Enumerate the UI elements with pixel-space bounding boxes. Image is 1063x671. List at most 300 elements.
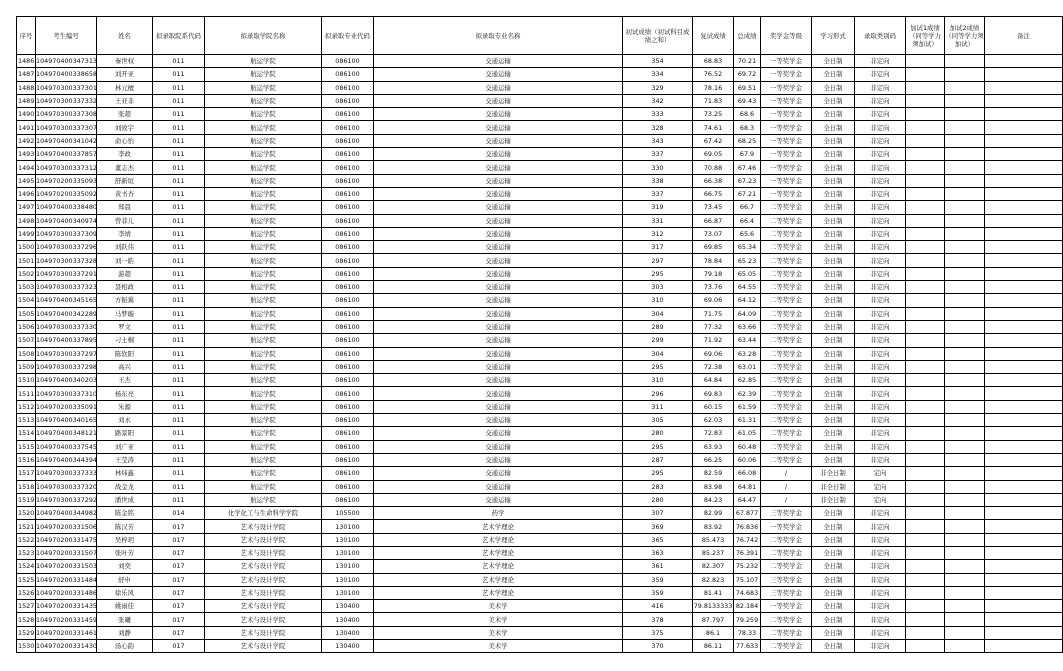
cell-remarks — [985, 507, 1063, 520]
table-row — [17, 546, 1063, 559]
cell-remarks — [985, 613, 1063, 626]
table-row — [17, 414, 1063, 427]
table-row — [17, 68, 1063, 81]
cell-study-form: 全日制 — [812, 586, 855, 599]
cell-admit-category: 非定向 — [855, 254, 906, 267]
cell-seq: 1486 — [17, 55, 36, 68]
cell-admit-category: 非定向 — [855, 453, 906, 466]
cell-total-score: 68.3 — [734, 121, 761, 134]
cell-major: 艺术学理论 — [374, 533, 623, 546]
cell-exam-id: 104970200335093 — [36, 174, 97, 187]
cell-major-code: 086100 — [322, 187, 374, 200]
cell-admit-category: 非定向 — [855, 187, 906, 200]
cell-extra2 — [945, 121, 985, 134]
cell-extra2 — [945, 81, 985, 94]
cell-exam-id: 104970200335092 — [36, 187, 97, 200]
cell-major-code: 130100 — [322, 533, 374, 546]
cell-major-code: 086100 — [322, 161, 374, 174]
cell-extra2 — [945, 493, 985, 506]
cell-retest-score: 69.83 — [693, 387, 734, 400]
cell-dept-code: 014 — [153, 507, 205, 520]
cell-major-code: 086100 — [322, 214, 374, 227]
cell-remarks — [985, 400, 1063, 413]
cell-retest-score: 71.83 — [693, 94, 734, 107]
cell-retest-score: 63.93 — [693, 440, 734, 453]
cell-name: 陈汉芳 — [97, 520, 153, 533]
cell-extra1 — [906, 560, 945, 573]
cell-extra2 — [945, 573, 985, 586]
header-college: 拟录取学院名称 — [205, 17, 322, 55]
cell-remarks — [985, 453, 1063, 466]
cell-major: 交通运输 — [374, 161, 623, 174]
cell-major: 交通运输 — [374, 121, 623, 134]
cell-college: 艺术与设计学院 — [205, 533, 322, 546]
cell-dept-code: 017 — [153, 573, 205, 586]
cell-college: 航运学院 — [205, 121, 322, 134]
header-scholarship: 奖学金等级 — [761, 17, 812, 55]
cell-study-form: 全日制 — [812, 227, 855, 240]
cell-exam-id: 104970200331475 — [36, 533, 97, 546]
cell-extra1 — [906, 480, 945, 493]
cell-retest-score: 73.25 — [693, 108, 734, 121]
cell-admit-category: 非定向 — [855, 148, 906, 161]
cell-extra2 — [945, 334, 985, 347]
cell-dept-code: 011 — [153, 294, 205, 307]
cell-total-score: 65.6 — [734, 227, 761, 240]
cell-retest-score: 71.92 — [693, 334, 734, 347]
cell-admit-category: 非定向 — [855, 507, 906, 520]
cell-admit-category: 非定向 — [855, 121, 906, 134]
cell-scholarship: 二等奖学金 — [761, 560, 812, 573]
cell-remarks — [985, 201, 1063, 214]
cell-exam-id: 104970200331461 — [36, 626, 97, 639]
cell-extra1 — [906, 586, 945, 599]
cell-major: 药学 — [374, 507, 623, 520]
cell-extra2 — [945, 254, 985, 267]
cell-scholarship: 二等奖学金 — [761, 254, 812, 267]
cell-dept-code: 011 — [153, 440, 205, 453]
cell-name: 方振翼 — [97, 294, 153, 307]
cell-remarks — [985, 241, 1063, 254]
cell-admit-category: 非定向 — [855, 387, 906, 400]
cell-college: 航运学院 — [205, 307, 322, 320]
header-initial-score: 初试成绩（初试科目成绩之和） — [623, 17, 693, 55]
cell-extra2 — [945, 374, 985, 387]
cell-scholarship: 一等奖学金 — [761, 161, 812, 174]
cell-dept-code: 011 — [153, 493, 205, 506]
cell-study-form: 全日制 — [812, 440, 855, 453]
cell-total-score: 64.09 — [734, 307, 761, 320]
cell-total-score: 69.51 — [734, 81, 761, 94]
cell-total-score: 77.633 — [734, 640, 761, 653]
cell-scholarship: 二等奖学金 — [761, 281, 812, 294]
cell-major-code: 086100 — [322, 467, 374, 480]
cell-major-code: 086100 — [322, 267, 374, 280]
cell-major: 交通运输 — [374, 55, 623, 68]
cell-extra2 — [945, 267, 985, 280]
cell-college: 航运学院 — [205, 440, 322, 453]
cell-exam-id: 104970200331435 — [36, 600, 97, 613]
cell-extra2 — [945, 360, 985, 373]
cell-seq: 1504 — [17, 294, 36, 307]
cell-total-score: 70.21 — [734, 55, 761, 68]
cell-scholarship: 一等奖学金 — [761, 520, 812, 533]
cell-college: 航运学院 — [205, 134, 322, 147]
cell-name: 路景阳 — [97, 427, 153, 440]
cell-total-score: 76.836 — [734, 520, 761, 533]
table-row — [17, 334, 1063, 347]
cell-major: 交通运输 — [374, 201, 623, 214]
cell-seq: 1527 — [17, 600, 36, 613]
cell-name: 王杰 — [97, 374, 153, 387]
cell-dept-code: 017 — [153, 560, 205, 573]
cell-name: 黄书杏 — [97, 187, 153, 200]
table-row — [17, 81, 1063, 94]
cell-extra2 — [945, 586, 985, 599]
cell-name: 刘广亚 — [97, 440, 153, 453]
cell-extra2 — [945, 174, 985, 187]
cell-dept-code: 017 — [153, 520, 205, 533]
cell-scholarship: 一等奖学金 — [761, 81, 812, 94]
cell-college: 航运学院 — [205, 55, 322, 68]
cell-extra1 — [906, 374, 945, 387]
cell-dept-code: 011 — [153, 187, 205, 200]
cell-exam-id: 104970300337307 — [36, 121, 97, 134]
cell-admit-category: 非定向 — [855, 440, 906, 453]
cell-dept-code: 011 — [153, 227, 205, 240]
cell-scholarship: 二等奖学金 — [761, 613, 812, 626]
cell-dept-code: 011 — [153, 347, 205, 360]
cell-exam-id: 104970400344982 — [36, 507, 97, 520]
cell-total-score: 61.59 — [734, 400, 761, 413]
cell-exam-id: 104970200331507 — [36, 546, 97, 559]
cell-total-score: 63.44 — [734, 334, 761, 347]
cell-major: 交通运输 — [374, 374, 623, 387]
cell-extra1 — [906, 573, 945, 586]
cell-remarks — [985, 360, 1063, 373]
cell-major-code: 130100 — [322, 560, 374, 573]
cell-study-form: 全日制 — [812, 201, 855, 214]
cell-extra1 — [906, 201, 945, 214]
header-retest-score: 复试成绩 — [693, 17, 734, 55]
cell-major-code: 086100 — [322, 400, 374, 413]
cell-name: 刁士桐 — [97, 334, 153, 347]
header-exam-id: 考生编号 — [36, 17, 97, 55]
cell-total-score: 65.34 — [734, 241, 761, 254]
cell-total-score: 66.7 — [734, 201, 761, 214]
cell-exam-id: 104970400342289 — [36, 307, 97, 320]
cell-retest-score: 78.16 — [693, 81, 734, 94]
cell-scholarship: 三等奖学金 — [761, 573, 812, 586]
cell-major: 交通运输 — [374, 281, 623, 294]
cell-exam-id: 104970300337292 — [36, 493, 97, 506]
cell-seq: 1491 — [17, 121, 36, 134]
cell-seq: 1528 — [17, 613, 36, 626]
cell-major: 交通运输 — [374, 148, 623, 161]
cell-initial-score: 359 — [623, 573, 693, 586]
cell-name: 董志杰 — [97, 161, 153, 174]
cell-admit-category: 非定向 — [855, 600, 906, 613]
cell-retest-score: 66.38 — [693, 174, 734, 187]
cell-remarks — [985, 307, 1063, 320]
cell-name: 刘致宇 — [97, 121, 153, 134]
cell-major-code: 086100 — [322, 148, 374, 161]
cell-scholarship: 二等奖学金 — [761, 267, 812, 280]
cell-college: 航运学院 — [205, 281, 322, 294]
cell-major: 交通运输 — [374, 134, 623, 147]
cell-name: 刘静 — [97, 626, 153, 639]
cell-total-score: 67.46 — [734, 161, 761, 174]
cell-remarks — [985, 161, 1063, 174]
cell-major: 美术学 — [374, 600, 623, 613]
cell-admit-category: 定向 — [855, 467, 906, 480]
cell-exam-id: 104970200331503 — [36, 560, 97, 573]
cell-remarks — [985, 427, 1063, 440]
cell-admit-category: 非定向 — [855, 68, 906, 81]
cell-initial-score: 361 — [623, 560, 693, 573]
cell-name: 秦世权 — [97, 55, 153, 68]
cell-extra2 — [945, 520, 985, 533]
cell-exam-id: 104970200331506 — [36, 520, 97, 533]
cell-name: 战金龙 — [97, 480, 153, 493]
cell-scholarship: 二等奖学金 — [761, 374, 812, 387]
cell-major: 交通运输 — [374, 94, 623, 107]
header-total-score: 总成绩 — [734, 17, 761, 55]
cell-remarks — [985, 467, 1063, 480]
cell-dept-code: 011 — [153, 427, 205, 440]
cell-exam-id: 104970300337328 — [36, 254, 97, 267]
cell-initial-score: 329 — [623, 81, 693, 94]
cell-major: 交通运输 — [374, 320, 623, 333]
cell-initial-score: 295 — [623, 467, 693, 480]
cell-study-form: 非全日制 — [812, 480, 855, 493]
cell-name: 刘永 — [97, 414, 153, 427]
table-row — [17, 573, 1063, 586]
cell-major-code: 086100 — [322, 320, 374, 333]
cell-total-score: 75.107 — [734, 573, 761, 586]
cell-seq: 1499 — [17, 227, 36, 240]
cell-scholarship: 一等奖学金 — [761, 174, 812, 187]
cell-dept-code: 011 — [153, 267, 205, 280]
cell-scholarship: 二等奖学金 — [761, 453, 812, 466]
cell-extra1 — [906, 400, 945, 413]
cell-admit-category: 非定向 — [855, 267, 906, 280]
cell-seq: 1506 — [17, 320, 36, 333]
cell-college: 航运学院 — [205, 214, 322, 227]
cell-total-score: 60.06 — [734, 453, 761, 466]
cell-extra1 — [906, 546, 945, 559]
cell-exam-id: 104970200331484 — [36, 573, 97, 586]
cell-exam-id: 104970400345165 — [36, 294, 97, 307]
cell-scholarship: 二等奖学金 — [761, 640, 812, 653]
cell-admit-category: 非定向 — [855, 55, 906, 68]
table-row — [17, 600, 1063, 613]
cell-name: 姚雨佳 — [97, 600, 153, 613]
cell-dept-code: 011 — [153, 94, 205, 107]
cell-college: 航运学院 — [205, 161, 322, 174]
cell-remarks — [985, 294, 1063, 307]
header-remarks: 备注 — [985, 17, 1063, 55]
cell-scholarship: 三等奖学金 — [761, 586, 812, 599]
table-row — [17, 254, 1063, 267]
cell-major-code: 086100 — [322, 174, 374, 187]
cell-dept-code: 011 — [153, 161, 205, 174]
table-row — [17, 640, 1063, 653]
cell-total-score: 67.877 — [734, 507, 761, 520]
cell-extra2 — [945, 241, 985, 254]
cell-extra1 — [906, 467, 945, 480]
cell-seq: 1509 — [17, 360, 36, 373]
header-extra1: 加试1成绩（同等学力须加试） — [906, 17, 945, 55]
cell-scholarship: 二等奖学金 — [761, 227, 812, 240]
cell-major-code: 086100 — [322, 440, 374, 453]
cell-total-score: 79.259 — [734, 613, 761, 626]
cell-name: 舒新垣 — [97, 174, 153, 187]
cell-dept-code: 011 — [153, 414, 205, 427]
cell-remarks — [985, 174, 1063, 187]
table-row — [17, 134, 1063, 147]
cell-retest-score: 69.05 — [693, 148, 734, 161]
cell-college: 航运学院 — [205, 320, 322, 333]
cell-scholarship: 二等奖学金 — [761, 440, 812, 453]
cell-major-code: 086100 — [322, 334, 374, 347]
header-major: 拟录取专业名称 — [374, 17, 623, 55]
cell-extra1 — [906, 347, 945, 360]
cell-major: 交通运输 — [374, 414, 623, 427]
cell-extra2 — [945, 613, 985, 626]
cell-total-score: 69.72 — [734, 68, 761, 81]
table-row — [17, 427, 1063, 440]
cell-major: 交通运输 — [374, 187, 623, 200]
cell-extra1 — [906, 320, 945, 333]
table-body — [17, 55, 1063, 653]
cell-total-score: 68.25 — [734, 134, 761, 147]
cell-admit-category: 非定向 — [855, 586, 906, 599]
cell-exam-id: 104970200331486 — [36, 586, 97, 599]
cell-scholarship: 一等奖学金 — [761, 68, 812, 81]
cell-college: 航运学院 — [205, 254, 322, 267]
cell-major-code: 086100 — [322, 480, 374, 493]
table-row — [17, 108, 1063, 121]
cell-seq: 1515 — [17, 440, 36, 453]
cell-major-code: 086100 — [322, 68, 374, 81]
admission-table — [16, 16, 1063, 653]
cell-admit-category: 非定向 — [855, 214, 906, 227]
cell-admit-category: 非定向 — [855, 347, 906, 360]
cell-retest-score: 87.797 — [693, 613, 734, 626]
cell-college: 航运学院 — [205, 81, 322, 94]
cell-total-score: 64.81 — [734, 480, 761, 493]
cell-seq: 1520 — [17, 507, 36, 520]
cell-exam-id: 104970400337857 — [36, 148, 97, 161]
cell-major: 交通运输 — [374, 241, 623, 254]
cell-major: 交通运输 — [374, 214, 623, 227]
cell-extra1 — [906, 360, 945, 373]
cell-initial-score: 370 — [623, 640, 693, 653]
cell-name: 林元檀 — [97, 81, 153, 94]
cell-admit-category: 非定向 — [855, 414, 906, 427]
cell-scholarship: 二等奖学金 — [761, 360, 812, 373]
cell-scholarship: 一等奖学金 — [761, 121, 812, 134]
cell-scholarship: / — [761, 493, 812, 506]
cell-remarks — [985, 320, 1063, 333]
cell-name: 马梦璇 — [97, 307, 153, 320]
header-admit-category: 录取类别码 — [855, 17, 906, 55]
cell-extra2 — [945, 68, 985, 81]
cell-extra2 — [945, 546, 985, 559]
cell-seq: 1512 — [17, 400, 36, 413]
cell-study-form: 全日制 — [812, 427, 855, 440]
cell-major-code: 086100 — [322, 493, 374, 506]
cell-major: 交通运输 — [374, 427, 623, 440]
cell-major-code: 086100 — [322, 94, 374, 107]
cell-extra2 — [945, 55, 985, 68]
cell-scholarship: 二等奖学金 — [761, 626, 812, 639]
cell-name: 朱源 — [97, 400, 153, 413]
cell-major: 交通运输 — [374, 267, 623, 280]
cell-major: 交通运输 — [374, 360, 623, 373]
cell-seq: 1522 — [17, 533, 36, 546]
cell-study-form: 全日制 — [812, 334, 855, 347]
cell-major-code: 086100 — [322, 241, 374, 254]
cell-college: 航运学院 — [205, 201, 322, 214]
cell-name: 郑晨 — [97, 201, 153, 214]
cell-seq: 1488 — [17, 81, 36, 94]
cell-exam-id: 104970300337333 — [36, 467, 97, 480]
cell-scholarship: / — [761, 467, 812, 480]
cell-seq: 1519 — [17, 493, 36, 506]
cell-dept-code: 011 — [153, 134, 205, 147]
cell-extra1 — [906, 613, 945, 626]
cell-retest-score: 60.15 — [693, 400, 734, 413]
cell-college: 航运学院 — [205, 334, 322, 347]
cell-retest-score: 82.307 — [693, 560, 734, 573]
cell-retest-score: 68.83 — [693, 55, 734, 68]
cell-study-form: 全日制 — [812, 294, 855, 307]
cell-study-form: 全日制 — [812, 626, 855, 639]
cell-retest-score: 79.8133333 — [693, 600, 734, 613]
cell-scholarship: 二等奖学金 — [761, 427, 812, 440]
cell-dept-code: 011 — [153, 174, 205, 187]
cell-extra1 — [906, 161, 945, 174]
cell-study-form: 全日制 — [812, 174, 855, 187]
table-row — [17, 294, 1063, 307]
cell-initial-score: 354 — [623, 55, 693, 68]
cell-study-form: 全日制 — [812, 121, 855, 134]
cell-remarks — [985, 640, 1063, 653]
table-row — [17, 201, 1063, 214]
cell-name: 刘开亚 — [97, 68, 153, 81]
cell-seq: 1487 — [17, 68, 36, 81]
cell-seq: 1530 — [17, 640, 36, 653]
cell-total-score: 66.4 — [734, 214, 761, 227]
cell-college: 艺术与设计学院 — [205, 640, 322, 653]
cell-major-code: 086100 — [322, 281, 374, 294]
cell-total-score: 62.39 — [734, 387, 761, 400]
cell-seq: 1526 — [17, 586, 36, 599]
cell-extra1 — [906, 387, 945, 400]
cell-study-form: 非全日制 — [812, 467, 855, 480]
table-row — [17, 241, 1063, 254]
cell-exam-id: 104970300337332 — [36, 94, 97, 107]
cell-major: 美术学 — [374, 640, 623, 653]
cell-extra2 — [945, 533, 985, 546]
cell-retest-score: 77.32 — [693, 320, 734, 333]
cell-extra1 — [906, 334, 945, 347]
cell-admit-category: 非定向 — [855, 241, 906, 254]
cell-major: 交通运输 — [374, 480, 623, 493]
cell-initial-score: 304 — [623, 347, 693, 360]
